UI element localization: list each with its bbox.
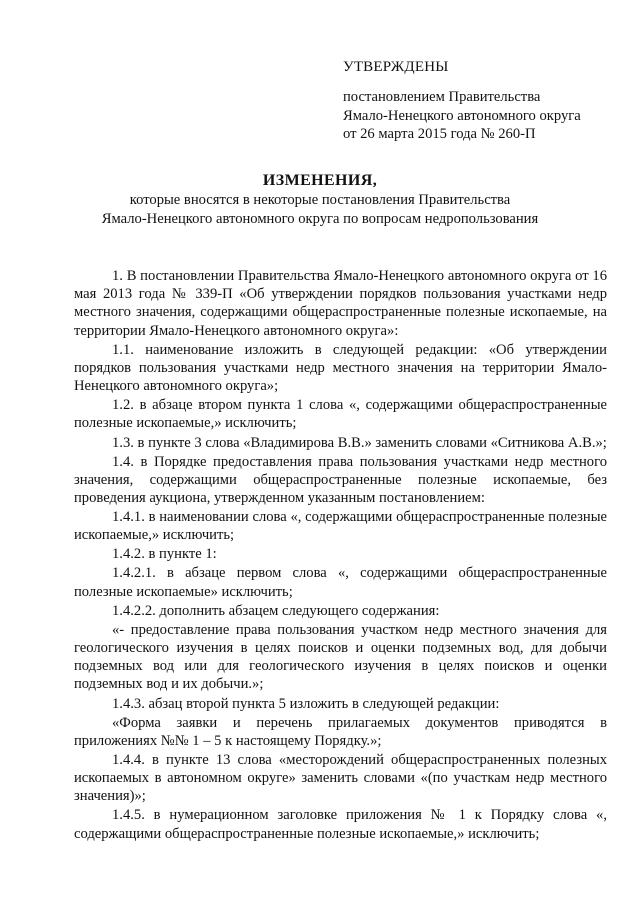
paragraph-1-4-2-1: 1.4.2.1. в абзаце первом слова «, содержащими общераспространенные полезные ископаемые» исключить; xyxy=(74,565,607,600)
paragraph-1-4-1: 1.4.1. в наименовании слова «, содержащими общераспространенные полезные ископаемые,» исключить; xyxy=(74,509,607,544)
document-heading xyxy=(0,171,640,228)
approval-line-3: от 26 марта 2015 года № 260-П xyxy=(343,126,536,143)
paragraph-1-4-4: 1.4.4. в пункте 13 слова «месторождений общераспространенных полезных ископаемых в автономном округе» заменить словами «(по участкам недр местного значения)»; xyxy=(74,751,607,805)
document-body xyxy=(74,267,607,844)
paragraph-1-2: 1.2. в абзаце втором пункта 1 слова «, содержащими общераспространенные полезные ископаемые,» исключить; xyxy=(74,397,607,432)
paragraph-1-1: 1.1. наименование изложить в следующей редакции: «Об утверждении порядков пользования участками недр местного значения на территории Ямало-Ненецкого автономного округа»; xyxy=(74,341,607,395)
document-subtitle-line-1: которые вносятся в некоторые постановления Правительства xyxy=(129,192,511,208)
paragraph-1-4-2: 1.4.2. в пункте 1: xyxy=(112,546,217,563)
paragraph-1-4-2-2: 1.4.2.2. дополнить абзацем следующего содержания: xyxy=(112,602,440,619)
paragraph-1-4-3: 1.4.3. абзац второй пункта 5 изложить в следующей редакции: xyxy=(112,695,500,712)
paragraph-quote-groundwater: «- предоставление права пользования участком недр местного значения для геологического изучения в целях поисков и оценки подземных вод, для добычи подземных вод или для геологического изучения в целях поисков и оценки подземных вод и их добычи.»; xyxy=(74,621,607,693)
document-title: ИЗМЕНЕНИЯ, xyxy=(262,172,378,189)
paragraph-1-4: 1.4. в Порядке предоставления права пользования участками недр местного значения, содержащими общераспространенные полезные ископаемые, без проведения аукциона, утвержденном указанным постановлением: xyxy=(74,453,607,506)
paragraph-quote-form: «Форма заявки и перечень прилагаемых документов приводятся в приложениях №№ 1 – 5 к настоящему Порядку.»; xyxy=(74,714,607,749)
paragraph-1-3: 1.3. в пункте 3 слова «Владимирова В.В.» заменить словами «Ситникова А.В.»; xyxy=(112,434,607,451)
document-subtitle-line-2: Ямало-Ненецкого автономного округа по вопросам недропользования xyxy=(101,210,539,227)
paragraph-1-4-5: 1.4.5. в нумерационном заголовке приложения № 1 к Порядку слова «, содержащими общераспространенные полезные ископаемые,» исключить; xyxy=(74,807,607,842)
approval-block xyxy=(343,58,623,144)
approval-line-1: постановлением Правительства xyxy=(343,89,541,106)
approval-stamp: УТВЕРЖДЕНЫ xyxy=(343,59,449,75)
approval-line-2: Ямало-Ненецкого автономного округа xyxy=(343,107,581,124)
paragraph-1: 1. В постановлении Правительства Ямало-Ненецкого автономного округа от 16 мая 2013 года № 339-П «Об утверждении порядков пользования участками недр местного значения, содержащими общераспространенные полезные ископаемые, на территории Ямало-Ненецкого автономного округа»: xyxy=(74,268,607,339)
